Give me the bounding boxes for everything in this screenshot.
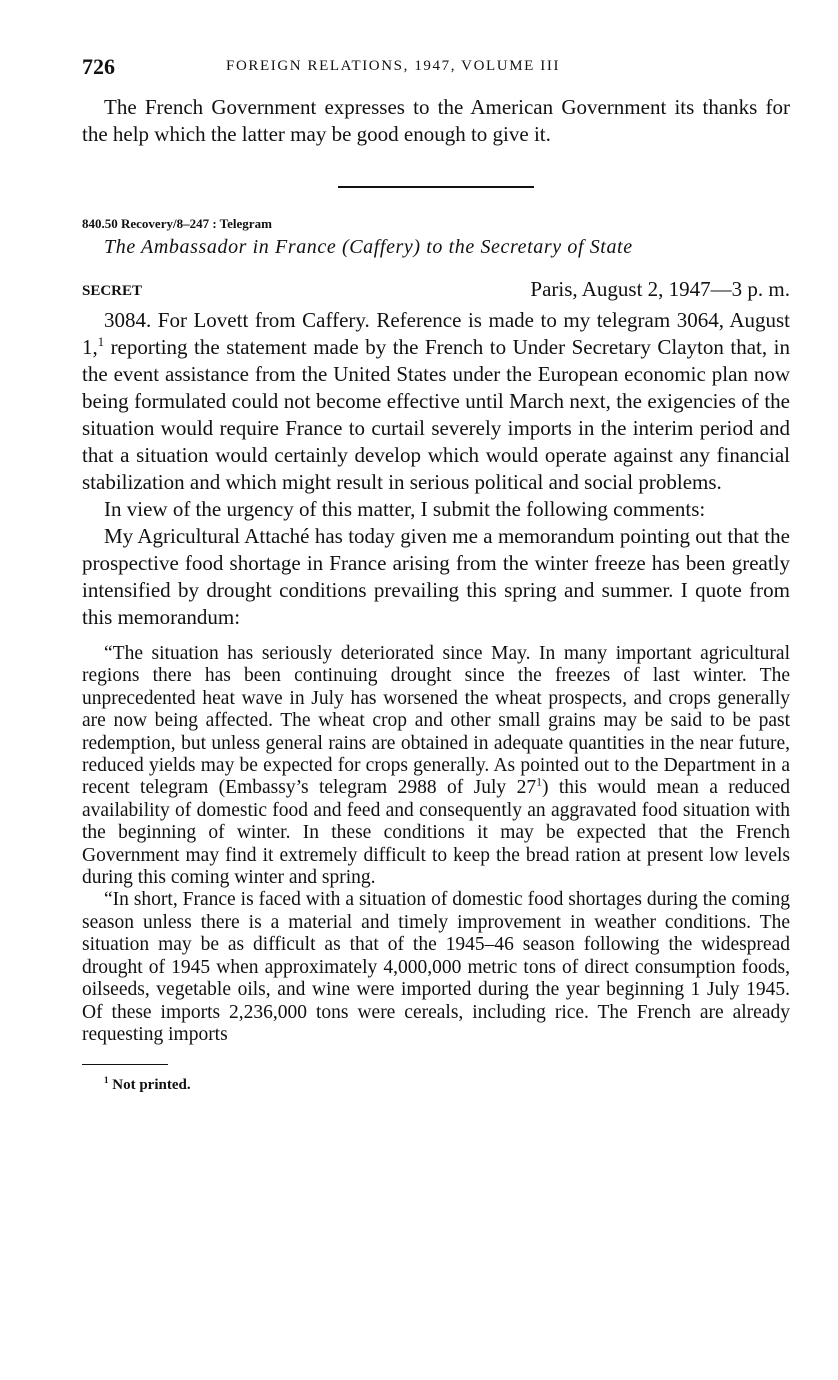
paragraph-text-continued: reporting the statement made by the French to Under Secretary Clayton that, in the event assistance from the United States under the European economic plan now being formulated could not become effective until March next, the exigencies of the situation would require France to curtail severely imports in the interim period and that a situation would certainly develop which would operate against any financial stabilization and which might result in serious political and social problems.: [82, 335, 790, 494]
place-date: Paris, August 2, 1947—3 p. m.: [530, 277, 790, 301]
running-head: [82, 54, 790, 84]
quote-paragraph-2: “In short, France is faced with a situation of domestic food shortages during the coming season unless there is a material and timely improvement in weather conditions. The situation may be as difficult as that of the 1945–46 season following the widespread drought of 1945 when approximately 4,000,000 metric tons of direct consumption foods, oilseeds, vegetable oils, and wine were imported during the year beginning 1 July 1945. Of these imports 2,236,000 tons were cereals, including rice. The French are already requesting imports: [82, 889, 790, 1045]
quote-paragraph-1: [82, 643, 790, 889]
footnote: [104, 1077, 790, 1094]
footnote-text: Not printed.: [112, 1077, 191, 1094]
footnote-marker: 1: [536, 775, 542, 789]
footnote-number: 1: [104, 1075, 109, 1086]
quote-text: “The situation has seriously deteriorated since May. In many important agricultural regions there has been continuing drought since the freezes of last winter. The unprecedented heat wave in July has worsened the wheat prospects, and crops generally are now being affected. The wheat crop and other small grains may be said to be past redemption, but unless general rains are obtained in adequate quantities in the near future, reduced yields may be expected for crops generally. As pointed out to the Department in a recent telegram (Embassy’s telegram 2988 of July 27: [82, 643, 790, 799]
page-number: 726: [82, 54, 115, 79]
quote-text-continued: ) this would mean a reduced availability of domestic food and feed and consequently an aggravated food situation with the beginning of winter. In these conditions it may be expected that the French Government may find it extremely difficult to keep the bread ration at present low levels during this coming winter and spring.: [82, 777, 790, 889]
intro-paragraph: The French Government expresses to the American Government its thanks for the help which the latter may be good enough to give it.: [82, 95, 790, 146]
body-paragraph-2: In view of the urgency of this matter, I submit the following comments:: [104, 497, 706, 521]
body-paragraph-1: [82, 307, 790, 496]
body-paragraph-3: My Agricultural Attaché has today given me a memorandum pointing out that the prospective food shortage in France arising from the winter freeze has been greatly intensified by drought conditions prevailing this spring and summer. I quote from this memorandum:: [82, 524, 790, 629]
document-page: [82, 54, 790, 1094]
running-head-title: FOREIGN RELATIONS, 1947, VOLUME III: [226, 58, 561, 74]
footnote-marker: 1: [97, 335, 105, 349]
footnote-divider: [82, 1064, 168, 1065]
paragraph-text: 3084. For Lovett from Caffery. Reference is made to my telegram 3064, August 1,: [82, 308, 790, 359]
classification-label: SECRET: [82, 283, 143, 299]
file-reference: 840.50 Recovery/8–247 : Telegram: [82, 216, 272, 231]
document-title: The Ambassador in France (Caffery) to the Secretary of State: [104, 236, 633, 258]
section-divider: [338, 186, 534, 188]
dateline: [82, 277, 790, 307]
